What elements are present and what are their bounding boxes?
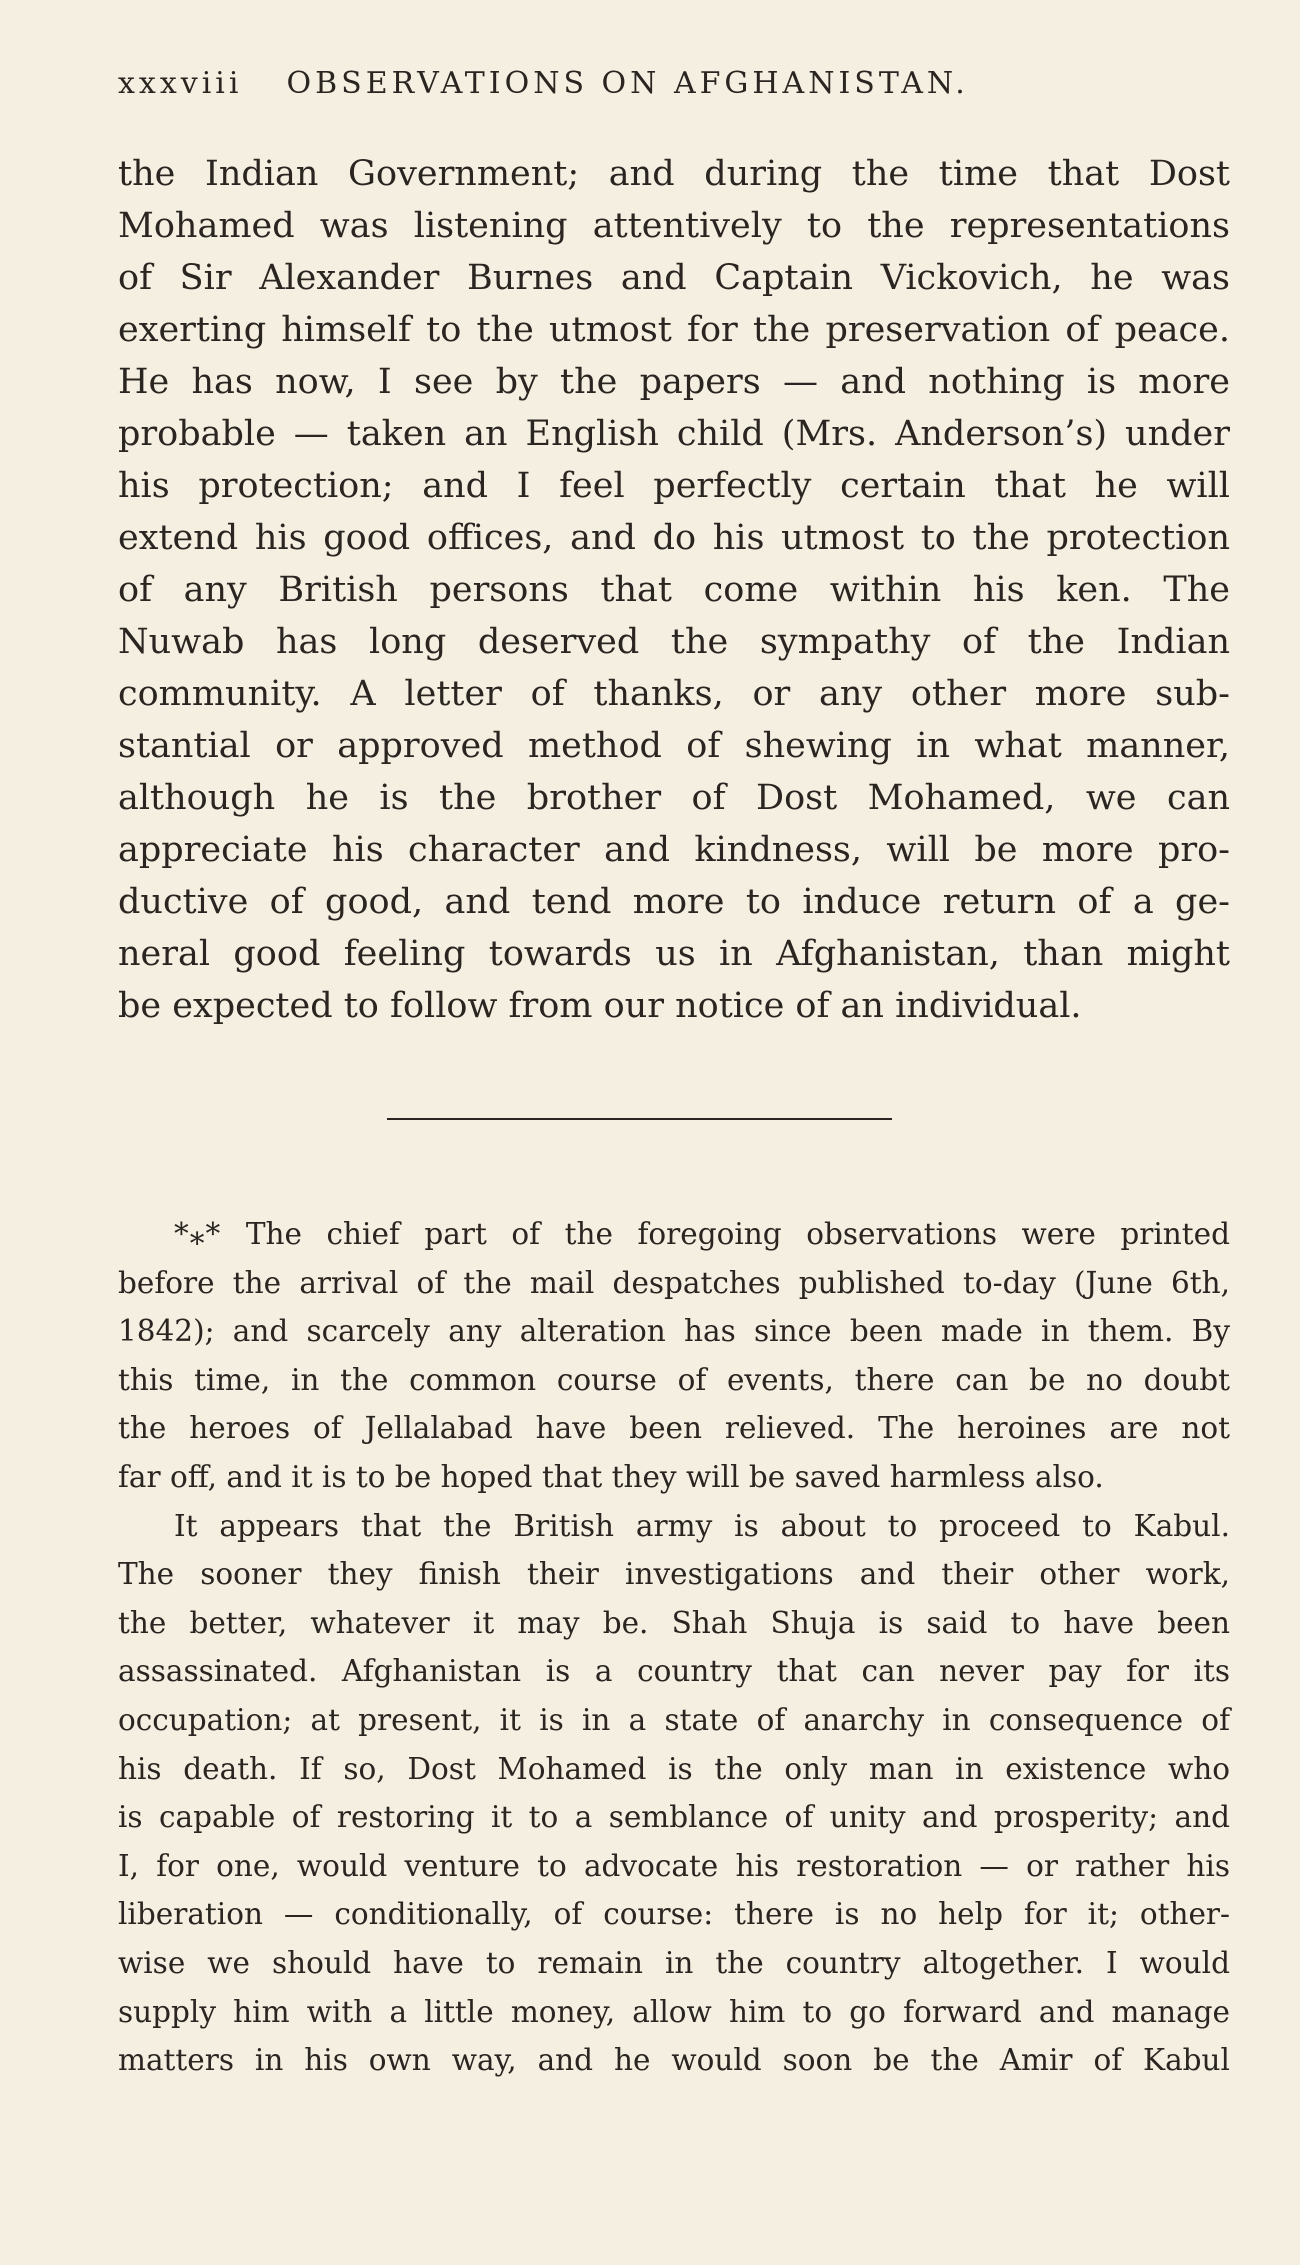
text-line: of any British persons that come within his ken. The bbox=[118, 570, 1230, 610]
page-number: xxxviii bbox=[118, 66, 243, 101]
note-line: his death. If so, Dost Mohamed is the only man in existence who bbox=[118, 1751, 1230, 1786]
note-line: wise we should have to remain in the country altogether. I would bbox=[118, 1945, 1230, 1980]
note-line: the heroes of Jellalabad have been relieved. The heroines are not bbox=[118, 1411, 1230, 1446]
note-line: far off, and it is to be hoped that they will be saved harmless also. bbox=[118, 1459, 1104, 1494]
note-line: The chief part of the foregoing observations were printed bbox=[245, 1217, 1230, 1251]
text-line: probable — taken an English child (Mrs. Anderson’s) under bbox=[118, 414, 1230, 454]
text-line: neral good feeling towards us in Afghanistan, than might bbox=[118, 934, 1230, 974]
note-line: liberation — conditionally, of course: there is no help for it; other- bbox=[118, 1897, 1230, 1932]
note-line: The sooner they finish their investigations and their other work, bbox=[118, 1557, 1230, 1592]
note-line: 1842); and scarcely any alteration has since been made in them. By bbox=[118, 1314, 1230, 1349]
text-line: community. A letter of thanks, or any other more sub- bbox=[118, 674, 1230, 714]
running-title: OBSERVATIONS ON AFGHANISTAN. bbox=[286, 66, 969, 101]
text-line: of Sir Alexander Burnes and Captain Vickovich, he was bbox=[118, 258, 1230, 298]
note-first-line bbox=[118, 1210, 1230, 1259]
note-line: It appears that the British army is about to proceed to Kabul. bbox=[174, 1508, 1230, 1543]
note-line: assassinated. Afghanistan is a country that can never pay for its bbox=[118, 1654, 1230, 1689]
text-line: ductive of good, and tend more to induce return of a ge- bbox=[118, 882, 1230, 922]
main-paragraph bbox=[118, 148, 1230, 1032]
text-line: Mohamed was listening attentively to the representations bbox=[118, 206, 1230, 246]
text-line: stantial or approved method of shewing in what manner, bbox=[118, 726, 1230, 766]
text-line: appreciate his character and kindness, will be more pro- bbox=[118, 830, 1230, 870]
text-line: his protection; and I feel perfectly certain that he will bbox=[118, 466, 1230, 506]
note-line: this time, in the common course of events, there can be no doubt bbox=[118, 1362, 1230, 1397]
text-line: exerting himself to the utmost for the preservation of peace. bbox=[118, 310, 1230, 350]
text-line: extend his good offices, and do his utmost to the protection bbox=[118, 518, 1230, 558]
running-head bbox=[118, 66, 1228, 101]
text-line: Nuwab has long deserved the sympathy of the Indian bbox=[118, 622, 1230, 662]
note-line: occupation; at present, it is in a state of anarchy in consequence of bbox=[118, 1702, 1230, 1737]
asterism-mark: *⁎* bbox=[174, 1217, 222, 1251]
note-line: I, for one, would venture to advocate his restoration — or rather his bbox=[118, 1848, 1230, 1883]
text-line: the Indian Government; and during the time that Dost bbox=[118, 154, 1230, 194]
text-line: He has now, I see by the papers — and nothing is more bbox=[118, 362, 1230, 402]
postscript-note bbox=[118, 1210, 1230, 2085]
text-line: be expected to follow from our notice of an individual. bbox=[118, 986, 1082, 1026]
note-line: is capable of restoring it to a semblance of unity and prosperity; and bbox=[118, 1800, 1230, 1835]
note-line: before the arrival of the mail despatches published to-day (June 6th, bbox=[118, 1265, 1230, 1300]
text-line: although he is the brother of Dost Mohamed, we can bbox=[118, 778, 1230, 818]
section-divider bbox=[387, 1118, 892, 1120]
note-line: matters in his own way, and he would soon be the Amir of Kabul bbox=[118, 2043, 1230, 2078]
note-line: the better, whatever it may be. Shah Shuja is said to have been bbox=[118, 1605, 1230, 1640]
note-line: supply him with a little money, allow him to go forward and manage bbox=[118, 1994, 1230, 2029]
